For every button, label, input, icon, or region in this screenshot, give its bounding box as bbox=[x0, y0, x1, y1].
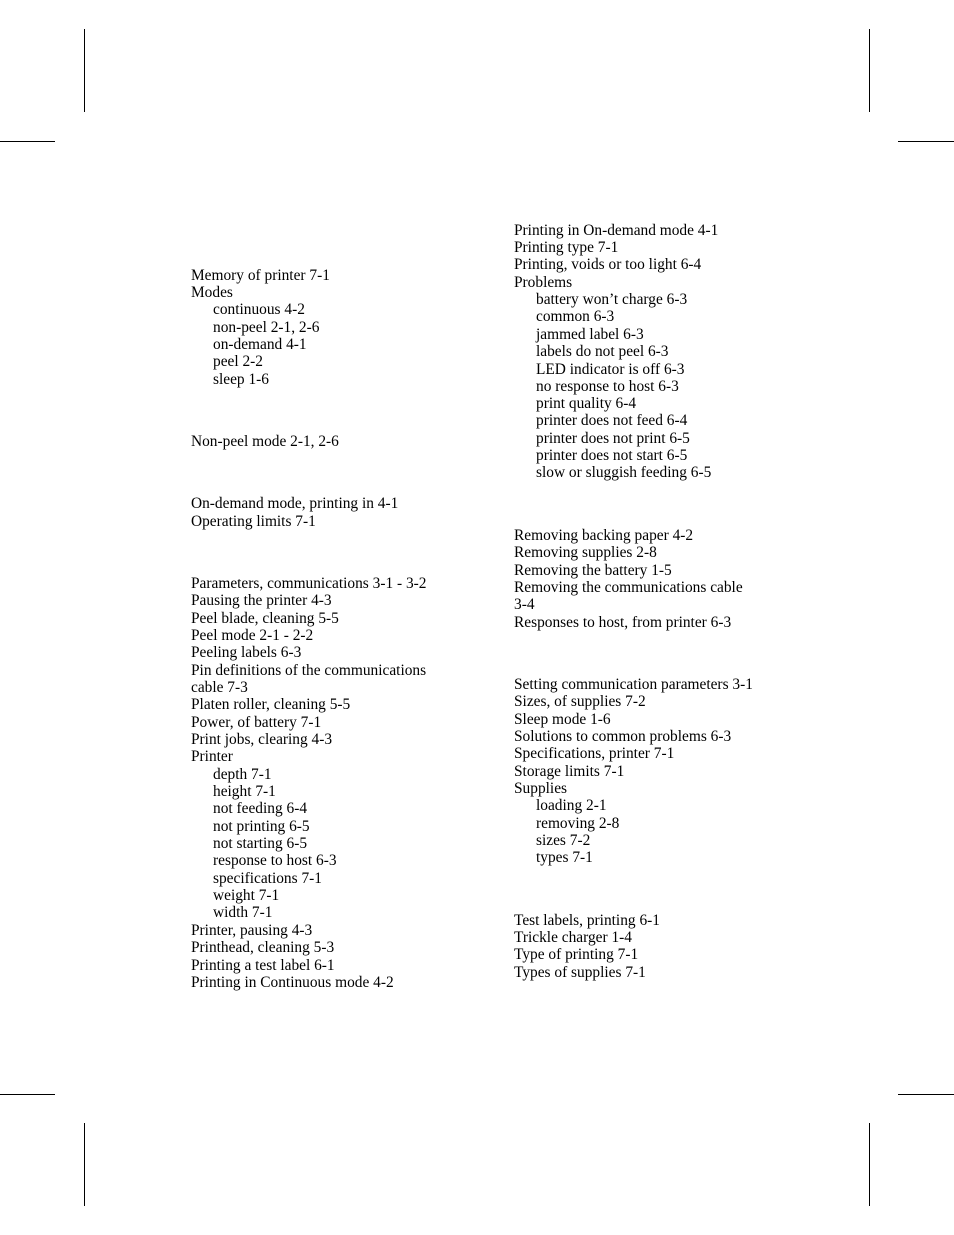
index-subentry: LED indicator is off 6-3 bbox=[536, 361, 685, 378]
index-subentry: types 7-1 bbox=[536, 849, 593, 866]
index-entry: Solutions to common problems 6-3 bbox=[514, 728, 732, 745]
index-subentry: not printing 6-5 bbox=[213, 818, 310, 835]
index-entry: Problems bbox=[514, 274, 573, 291]
index-entry: Removing the battery 1-5 bbox=[514, 562, 672, 579]
index-entry: Printing in On-demand mode 4-1 bbox=[514, 222, 719, 239]
crop-mark-bottom-left-horizontal bbox=[0, 1094, 55, 1095]
index-subentry: not feeding 6-4 bbox=[213, 800, 308, 817]
index-entry: Peel mode 2-1 - 2-2 bbox=[191, 627, 314, 644]
index-entry: Printing in Continuous mode 4-2 bbox=[191, 974, 394, 991]
index-entry: Printing type 7-1 bbox=[514, 239, 619, 256]
crop-mark-bottom-left-vertical bbox=[84, 1123, 85, 1206]
index-subentry: continuous 4-2 bbox=[213, 301, 305, 318]
index-entry: Printer, pausing 4-3 bbox=[191, 922, 313, 939]
index-entry: Printer bbox=[191, 748, 233, 765]
index-entry: On-demand mode, printing in 4-1 bbox=[191, 495, 399, 512]
index-subentry: jammed label 6-3 bbox=[536, 326, 644, 343]
index-subentry: common 6-3 bbox=[536, 308, 615, 325]
index-entry: Modes bbox=[191, 284, 233, 301]
index-entry: Peeling labels 6-3 bbox=[191, 644, 302, 661]
index-subentry: sleep 1-6 bbox=[213, 371, 269, 388]
index-entry: Test labels, printing 6-1 bbox=[514, 912, 660, 929]
index-subentry: not starting 6-5 bbox=[213, 835, 308, 852]
index-subentry: removing 2-8 bbox=[536, 815, 620, 832]
index-entry: Non-peel mode 2-1, 2-6 bbox=[191, 433, 339, 450]
index-subentry: on-demand 4-1 bbox=[213, 336, 307, 353]
crop-mark-top-right-horizontal bbox=[898, 141, 954, 142]
index-entry: Types of supplies 7-1 bbox=[514, 964, 646, 981]
index-subentry: print quality 6-4 bbox=[536, 395, 637, 412]
index-entry: Operating limits 7-1 bbox=[191, 513, 316, 530]
index-subentry: battery won’t charge 6-3 bbox=[536, 291, 688, 308]
index-entry: Pin definitions of the communications bbox=[191, 662, 427, 679]
index-entry: Printing, voids or too light 6-4 bbox=[514, 256, 702, 273]
index-entry: Supplies bbox=[514, 780, 568, 797]
crop-mark-top-right-vertical bbox=[869, 29, 870, 112]
index-subentry: no response to host 6-3 bbox=[536, 378, 679, 395]
index-subentry: sizes 7-2 bbox=[536, 832, 591, 849]
crop-mark-bottom-right-horizontal bbox=[898, 1094, 954, 1095]
index-subentry: printer does not print 6-5 bbox=[536, 430, 690, 447]
index-subentry: specifications 7-1 bbox=[213, 870, 322, 887]
crop-mark-top-left-horizontal bbox=[0, 141, 55, 142]
index-entry: Removing supplies 2-8 bbox=[514, 544, 657, 561]
index-entry: Printhead, cleaning 5-3 bbox=[191, 939, 335, 956]
index-subentry: peel 2-2 bbox=[213, 353, 263, 370]
index-subentry: height 7-1 bbox=[213, 783, 276, 800]
index-entry: Removing backing paper 4-2 bbox=[514, 527, 694, 544]
crop-mark-bottom-right-vertical bbox=[869, 1123, 870, 1206]
index-subentry: printer does not feed 6-4 bbox=[536, 412, 688, 429]
index-entry: Printing a test label 6-1 bbox=[191, 957, 335, 974]
index-entry: Print jobs, clearing 4-3 bbox=[191, 731, 333, 748]
index-subentry: loading 2-1 bbox=[536, 797, 607, 814]
index-entry: Removing the communications cable bbox=[514, 579, 743, 596]
index-entry: Specifications, printer 7-1 bbox=[514, 745, 675, 762]
index-subentry: width 7-1 bbox=[213, 904, 273, 921]
index-entry: Peel blade, cleaning 5-5 bbox=[191, 610, 339, 627]
index-entry: Power, of battery 7-1 bbox=[191, 714, 322, 731]
index-entry: Sleep mode 1-6 bbox=[514, 711, 611, 728]
crop-mark-top-left-vertical bbox=[84, 29, 85, 112]
index-subentry: depth 7-1 bbox=[213, 766, 272, 783]
index-entry: Pausing the printer 4-3 bbox=[191, 592, 332, 609]
index-entry: Trickle charger 1-4 bbox=[514, 929, 632, 946]
index-subentry: slow or sluggish feeding 6-5 bbox=[536, 464, 712, 481]
index-entry: Storage limits 7-1 bbox=[514, 763, 625, 780]
index-subentry: printer does not start 6-5 bbox=[536, 447, 688, 464]
index-entry: Sizes, of supplies 7-2 bbox=[514, 693, 646, 710]
index-entry: Memory of printer 7-1 bbox=[191, 267, 330, 284]
index-entry: 3-4 bbox=[514, 596, 535, 613]
index-subentry: weight 7-1 bbox=[213, 887, 280, 904]
index-entry: Type of printing 7-1 bbox=[514, 946, 639, 963]
index-entry: Responses to host, from printer 6-3 bbox=[514, 614, 732, 631]
index-subentry: non-peel 2-1, 2-6 bbox=[213, 319, 320, 336]
index-entry: Parameters, communications 3-1 - 3-2 bbox=[191, 575, 427, 592]
index-entry: cable 7-3 bbox=[191, 679, 248, 696]
index-entry: Setting communication parameters 3-1 bbox=[514, 676, 753, 693]
index-subentry: labels do not peel 6-3 bbox=[536, 343, 669, 360]
index-entry: Platen roller, cleaning 5-5 bbox=[191, 696, 351, 713]
index-subentry: response to host 6-3 bbox=[213, 852, 337, 869]
